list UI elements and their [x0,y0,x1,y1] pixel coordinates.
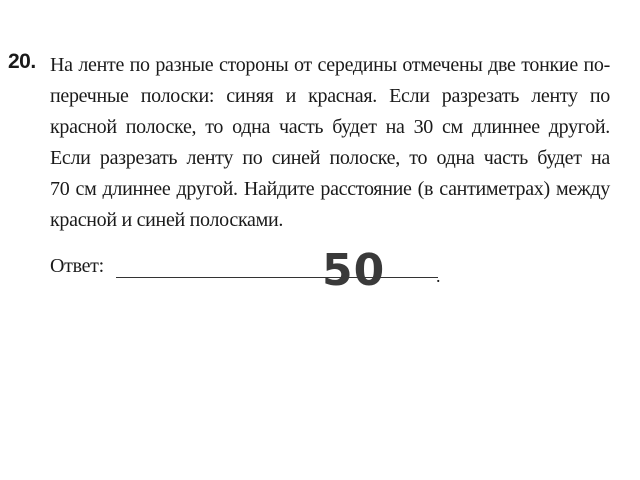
problem-line-4: Если разрезать ленту по синей полоске, то одна часть будет на [50,147,610,169]
answer-label: Ответ: [50,255,104,277]
problem-line-2: перечные полоски: синяя и красная. Если разрезать ленту по [50,85,610,107]
problem-line-5: 70 см длиннее другой. Найдите расстояние (в сантиметрах) между [50,178,610,200]
problem-line-1: На ленте по разные стороны от середины отмечены две тонкие по- [50,54,610,76]
problem-statement [50,50,610,236]
answer-row [50,245,470,296]
answer-value: 50 [322,245,386,296]
problem-number: 20. [8,50,36,73]
problem-line-6: красной и синей полосками. [50,209,284,231]
answer-line [116,277,438,278]
answer-end-mark: . [436,266,441,286]
problem-line-3: красной полоске, то одна часть будет на 30 см длиннее другой. [50,116,610,138]
